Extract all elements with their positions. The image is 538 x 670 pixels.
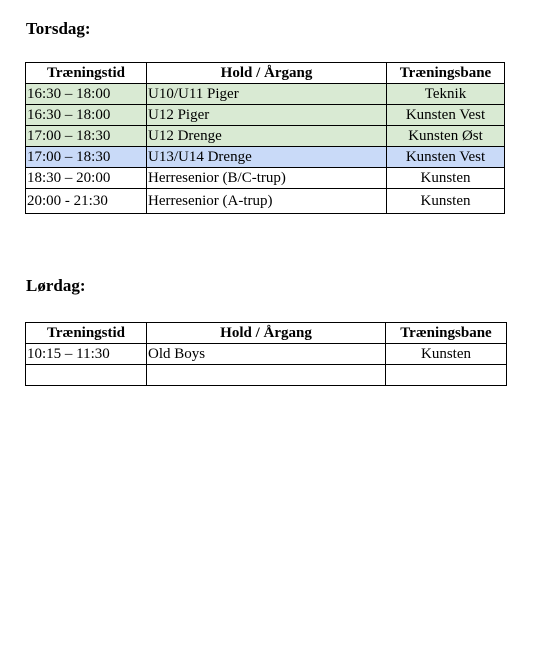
field-cell: Kunsten Vest <box>387 147 505 168</box>
column-header-time: Træningstid <box>26 323 147 344</box>
time-cell <box>26 365 147 386</box>
table-row <box>26 84 505 105</box>
team-cell: Herresenior (B/C-trup) <box>147 168 387 189</box>
column-header-team: Hold / Årgang <box>147 63 387 84</box>
table-header-row <box>26 323 507 344</box>
thursday-schedule-table <box>25 62 505 214</box>
thursday-heading: Torsdag: <box>26 19 91 38</box>
table-row <box>26 189 505 214</box>
time-cell: 20:00 - 21:30 <box>26 189 147 214</box>
column-header-time: Træningstid <box>26 63 147 84</box>
field-cell <box>386 365 507 386</box>
field-cell: Kunsten <box>387 168 505 189</box>
team-cell <box>147 365 386 386</box>
table-row <box>26 147 505 168</box>
field-cell: Kunsten <box>387 189 505 214</box>
time-cell: 18:30 – 20:00 <box>26 168 147 189</box>
team-cell: U10/U11 Piger <box>147 84 387 105</box>
field-cell: Kunsten Vest <box>387 105 505 126</box>
field-cell: Kunsten Øst <box>387 126 505 147</box>
team-cell: Old Boys <box>147 344 386 365</box>
saturday-heading: Lørdag: <box>26 276 86 295</box>
time-cell: 17:00 – 18:30 <box>26 126 147 147</box>
saturday-schedule-table <box>25 322 507 386</box>
time-cell: 16:30 – 18:00 <box>26 84 147 105</box>
table-row <box>26 126 505 147</box>
table-row <box>26 105 505 126</box>
team-cell: U12 Drenge <box>147 126 387 147</box>
team-cell: U12 Piger <box>147 105 387 126</box>
field-cell: Teknik <box>387 84 505 105</box>
table-row <box>26 168 505 189</box>
team-cell: Herresenior (A-trup) <box>147 189 387 214</box>
field-cell: Kunsten <box>386 344 507 365</box>
team-cell: U13/U14 Drenge <box>147 147 387 168</box>
table-row <box>26 365 507 386</box>
time-cell: 17:00 – 18:30 <box>26 147 147 168</box>
column-header-field: Træningsbane <box>386 323 507 344</box>
table-row <box>26 344 507 365</box>
column-header-team: Hold / Årgang <box>147 323 386 344</box>
time-cell: 16:30 – 18:00 <box>26 105 147 126</box>
table-header-row <box>26 63 505 84</box>
column-header-field: Træningsbane <box>387 63 505 84</box>
time-cell: 10:15 – 11:30 <box>26 344 147 365</box>
